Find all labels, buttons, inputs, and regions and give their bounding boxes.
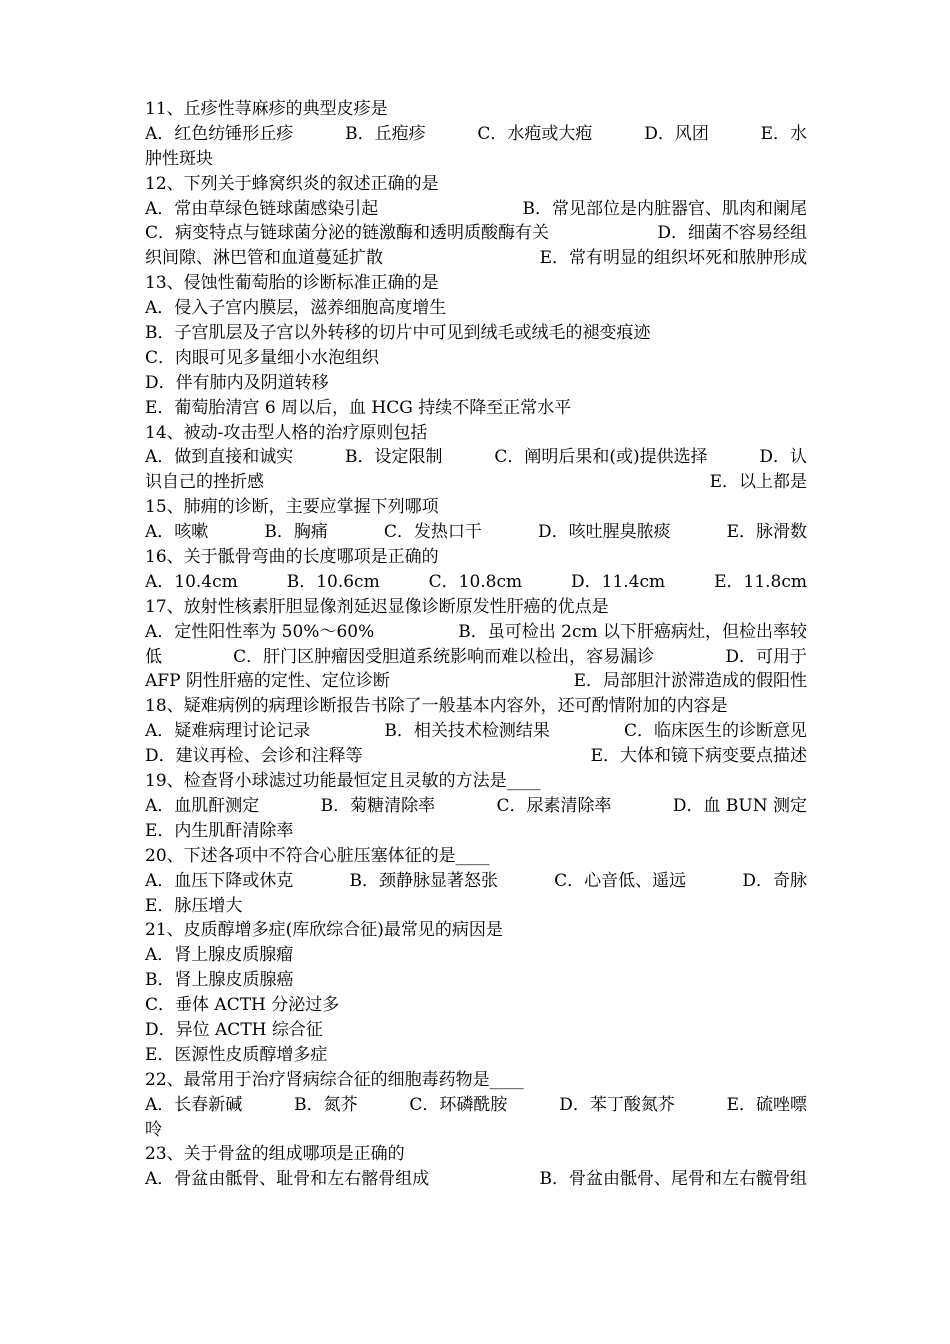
option-text: C．10.8cm (428, 571, 523, 592)
question-stem: 17、放射性核素肝胆显像剂延迟显像诊断原发性肝癌的优点是 (145, 596, 609, 617)
option-text: A．常由草绿色链球菌感染引起 (145, 198, 379, 219)
option-text: AFP 阴性肝癌的定性、定位诊断 (145, 671, 390, 692)
option-text: B．常见部位是内脏器官、肌肉和阑尾 (522, 198, 807, 219)
option-text: E．11.8cm (714, 571, 807, 592)
option-line: E．内生肌酐清除率 (145, 820, 294, 841)
option-row (145, 445, 807, 470)
option-text: E．常有明显的组织坏死和脓肿形成 (539, 248, 807, 269)
option-text: A．做到直接和诚实 (145, 447, 294, 468)
question-stem: 19、检查肾小球滤过功能最恒定且灵敏的方法是____ (145, 771, 541, 792)
option-text: 低 (145, 646, 162, 667)
option-text: D．可用于 (725, 646, 807, 667)
option-row (145, 570, 807, 595)
option-text: C．临床医生的诊断意见 (624, 721, 807, 742)
option-text: C．发热口干 (383, 522, 482, 543)
option-text: D．苯丁酸氮芥 (559, 1094, 675, 1115)
option-row (145, 794, 807, 819)
option-line: D．伴有肺内及阴道转移 (145, 372, 329, 393)
option-text: C．尿素清除率 (496, 795, 612, 816)
option-text: E．以上都是 (709, 472, 807, 493)
option-line: C．垂体 ACTH 分泌过多 (145, 995, 340, 1016)
option-text: B．虽可检出 2cm 以下肝癌病灶，但检出率较 (458, 621, 807, 642)
option-row (145, 1167, 807, 1192)
option-text: C．心音低、遥远 (554, 870, 687, 891)
question-list (145, 97, 807, 1192)
option-text: A．疑难病理讨论记录 (145, 721, 311, 742)
option-row (145, 669, 807, 694)
option-text: E．脉滑数 (726, 522, 807, 543)
option-text: E．大体和镜下病变要点描述 (590, 746, 807, 767)
question-stem: 15、肺痈的诊断，主要应掌握下列哪项 (145, 497, 439, 518)
option-line: A．侵入子宫内膜层，滋养细胞高度增生 (145, 298, 447, 319)
option-row (145, 1093, 807, 1118)
option-text: D．血 BUN 测定 (672, 795, 807, 816)
option-text: A．10.4cm (145, 571, 238, 592)
option-text: A．咳嗽 (145, 522, 209, 543)
question-stem: 16、关于骶骨弯曲的长度哪项是正确的 (145, 547, 439, 568)
option-text: 织间隙、淋巴管和血道蔓延扩散 (145, 248, 383, 269)
option-text: A．定性阳性率为 50%～60% (145, 621, 375, 642)
option-text: D．建议再检、会诊和注释等 (145, 746, 363, 767)
option-text: B．丘疱疹 (345, 123, 426, 144)
option-text: E．局部胆汁淤滞造成的假阳性 (573, 671, 807, 692)
option-text: B．氮芥 (294, 1094, 358, 1115)
option-text: A．骨盆由骶骨、耻骨和左右髂骨组成 (145, 1169, 430, 1190)
option-text: D．认 (759, 447, 807, 468)
option-line: E．脉压增大 (145, 895, 243, 916)
question-stem: 13、侵蚀性葡萄胎的诊断标准正确的是 (145, 273, 439, 294)
option-text: C．阐明后果和(或)提供选择 (494, 447, 708, 468)
option-text: E．水 (760, 123, 807, 144)
question-stem: 12、下列关于蜂窝织炎的叙述正确的是 (145, 173, 439, 194)
option-text: C．水疱或大疱 (477, 123, 593, 144)
question-stem: 14、被动-攻击型人格的治疗原则包括 (145, 422, 428, 443)
option-text: B．设定限制 (345, 447, 443, 468)
option-text: C．环磷酰胺 (409, 1094, 508, 1115)
option-line: B．子宫肌层及子宫以外转移的切片中可见到绒毛或绒毛的褪变痕迹 (145, 323, 651, 344)
option-text: B．10.6cm (286, 571, 380, 592)
question-stem: 22、最常用于治疗肾病综合征的细胞毒药物是____ (145, 1069, 524, 1090)
option-text: B．菊糖清除率 (320, 795, 436, 816)
option-row (145, 246, 807, 271)
option-row (145, 122, 807, 147)
option-text: D．11.4cm (571, 571, 666, 592)
option-text: B．颈静脉显著怒张 (349, 870, 498, 891)
option-text: A．血肌酐测定 (145, 795, 260, 816)
option-row (145, 869, 807, 894)
question-stem: 23、关于骨盆的组成哪项是正确的 (145, 1144, 405, 1165)
option-line: A．肾上腺皮质腺瘤 (145, 945, 294, 966)
question-stem: 11、丘疹性荨麻疹的典型皮疹是 (145, 99, 388, 119)
option-text: E．硫唑嘌 (726, 1094, 807, 1115)
option-line: D．异位 ACTH 综合征 (145, 1019, 323, 1040)
option-text: A．红色纺锤形丘疹 (145, 123, 294, 144)
option-text: C．肝门区肿瘤因受胆道系统影响而难以检出，容易漏诊 (233, 646, 655, 667)
option-row (145, 620, 807, 645)
option-row (145, 470, 807, 495)
question-stem: 20、下述各项中不符合心脏压塞体征的是____ (145, 845, 490, 866)
option-text: C．病变特点与链球菌分泌的链激酶和透明质酸酶有关 (145, 223, 550, 244)
option-row (145, 719, 807, 744)
option-line: B．肾上腺皮质腺癌 (145, 970, 294, 991)
option-text: D．风团 (644, 123, 709, 144)
option-text: B．相关技术检测结果 (384, 721, 550, 742)
option-text: D．奇脉 (742, 870, 807, 891)
option-row (145, 645, 807, 670)
option-text: 识自己的挫折感 (145, 472, 264, 493)
option-row (145, 520, 807, 545)
option-line: C．肉眼可见多量细小水泡组织 (145, 347, 380, 368)
question-stem: 21、皮质醇增多症(库欣综合征)最常见的病因是 (145, 920, 503, 941)
option-line: E．医源性皮质醇增多症 (145, 1044, 328, 1065)
option-line: 肿性斑块 (145, 148, 213, 169)
option-row (145, 744, 807, 769)
option-line: 呤 (145, 1119, 162, 1140)
option-row (145, 197, 807, 222)
option-text: A．血压下降或休克 (145, 870, 294, 891)
option-text: D．细菌不容易经组 (657, 223, 807, 244)
option-text: B．骨盆由骶骨、尾骨和左右髋骨组 (539, 1169, 807, 1190)
option-text: D．咳吐腥臭脓痰 (537, 522, 671, 543)
question-stem: 18、疑难病例的病理诊断报告书除了一般基本内容外，还可酌情附加的内容是 (145, 696, 728, 717)
option-text: A．长春新碱 (145, 1094, 243, 1115)
option-text: B．胸痛 (264, 522, 328, 543)
option-line: E．葡萄胎清宫 6 周以后，血 HCG 持续不降至正常水平 (145, 397, 572, 418)
option-row (145, 221, 807, 246)
